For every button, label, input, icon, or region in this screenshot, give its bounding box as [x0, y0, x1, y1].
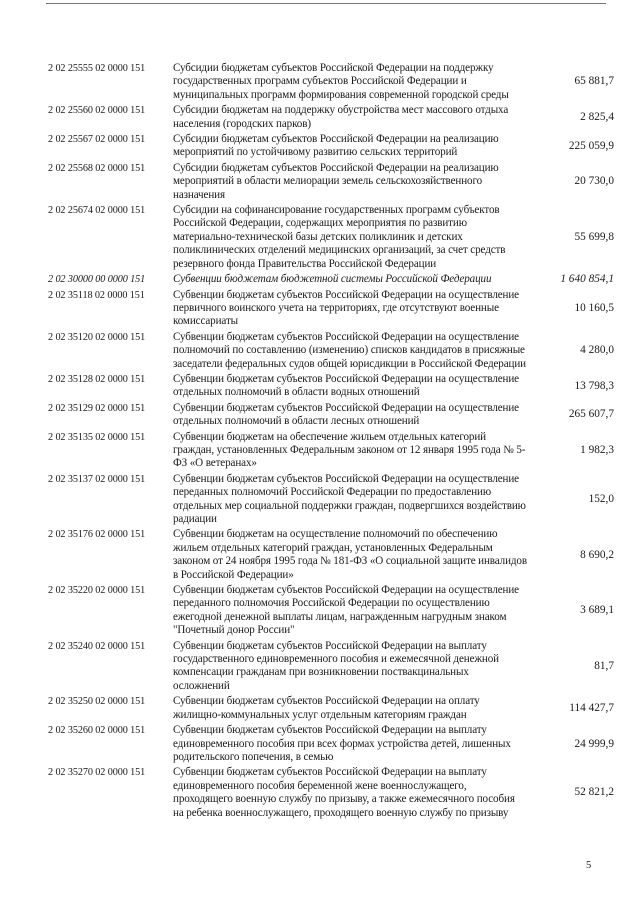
- budget-classification-code: 2 02 25567 02 0000 151: [48, 134, 146, 146]
- revenue-description: Субвенции бюджетам субъектов Российской Федерации на осуществление переданных полномочий Российской Федерации по предоставлению отдельных мер социальной поддержки граждан, подвергшихся воздействию радиации: [173, 472, 526, 525]
- budget-classification-code: 2 02 25555 02 0000 151: [48, 63, 146, 74]
- revenue-description: Субвенции бюджетам субъектов Российской Федерации на выплату государственного единовременного пособия и ежемесячной денежной компенсации гражданам при возникновении поствакцинальных осложнений: [173, 639, 499, 692]
- revenue-description: Субвенции бюджетам субъектов Российской Федерации на осуществление переданного полномочия Российской Федерации по осуществлению ежегодной денежной выплаты лицам, награжденным нагрудным знаком "Почетный донор России": [173, 584, 519, 637]
- amount-value: 114 427,7: [569, 701, 614, 714]
- table-row: [0, 331, 640, 371]
- revenue-description: Субсидии бюджетам субъектов Российской Федерации на реализацию мероприятий по устойчивому развитию сельских территорий: [173, 133, 499, 159]
- table-row: [0, 431, 640, 471]
- table-row: [0, 640, 640, 694]
- top-border-line: [46, 3, 606, 4]
- budget-classification-code: 2 02 35128 02 0000 151: [48, 373, 146, 385]
- amount-value: 20 730,0: [574, 175, 614, 188]
- budget-classification-code: 2 02 25674 02 0000 151: [48, 205, 146, 217]
- revenue-description: Субсидии бюджетам субъектов Российской Федерации на поддержку государственных программ субъектов Российской Федерации и муниципальных программ формирования современной городской среды: [173, 62, 509, 101]
- amount-value: 1 640 854,1: [560, 273, 614, 286]
- table-row: [0, 204, 640, 271]
- page-number: 5: [586, 860, 592, 871]
- table-row: [0, 273, 640, 286]
- table-row: [0, 104, 640, 131]
- amount-value: 3 689,1: [580, 604, 614, 617]
- amount-value: 52 821,2: [574, 786, 614, 799]
- amount-value: 24 999,9: [574, 737, 614, 750]
- amount-value: 265 607,7: [568, 408, 614, 421]
- table-row: [0, 289, 640, 329]
- budget-classification-code: 2 02 35118 02 0000 151: [48, 289, 145, 301]
- budget-classification-code: 2 02 35260 02 0000 151: [48, 725, 146, 737]
- revenue-description: Субвенции бюджетам субъектов Российской Федерации на выплату единовременного пособия беременной жене военнослужащего, проходящего военную службу по призыву, а также ежемесячного пособия на ребенка военнослужащего, проходящего военную службу по призыву: [173, 766, 515, 819]
- revenue-description: Субсидии бюджетам на поддержку обустройства мест массового отдыха населения (городских парков): [173, 104, 509, 130]
- amount-value: 13 798,3: [574, 379, 614, 392]
- amount-value: 152,0: [588, 492, 614, 505]
- budget-classification-code: 2 02 25568 02 0000 151: [48, 162, 146, 174]
- revenue-description: Субвенции бюджетам субъектов Российской Федерации на осуществление отдельных полномочий в области лесных отношений: [173, 401, 519, 428]
- revenue-description: Субвенции бюджетам субъектов Российской Федерации на осуществление отдельных полномочий в области водных отношений: [173, 372, 519, 399]
- budget-classification-code: 2 02 35120 02 0000 151: [48, 331, 146, 343]
- table-row: [0, 724, 640, 764]
- budget-classification-code: 2 02 35270 02 0000 151: [48, 767, 146, 779]
- budget-classification-code: 2 02 30000 00 0000 151: [48, 274, 146, 286]
- table-row: [0, 373, 640, 400]
- table-row: [0, 133, 640, 160]
- amount-value: 4 280,0: [580, 344, 614, 357]
- revenue-description: Субвенции бюджетам субъектов Российской Федерации на осуществление полномочий по составлению (изменению) списков кандидатов в присяжные заседатели федеральных судов общей юрисдикции в Российской Федерации: [173, 330, 526, 370]
- budget-classification-code: 2 02 35240 02 0000 151: [48, 640, 146, 652]
- table-row: [0, 62, 640, 102]
- revenue-description: Субвенции бюджетам на осуществление полномочий по обеспечению жильем отдельных категорий граждан, установленных Федеральным законом от 24 ноября 1995 года № 181-ФЗ «О социальной защите инвалидов в Российской Федерации»: [173, 528, 527, 581]
- amount-value: 81,7: [594, 659, 614, 672]
- budget-classification-code: 2 02 35135 02 0000 151: [48, 431, 146, 443]
- amount-value: 1 982,3: [580, 443, 614, 456]
- table-row: [0, 473, 640, 527]
- revenue-description: Субсидии бюджетам субъектов Российской Федерации на реализацию мероприятий в области мелиорации земель сельскохозяйственного назначения: [173, 161, 499, 201]
- revenue-description: Субсидии на софинансирование государственных программ субъектов Российской Федерации, содержащих мероприятия по развитию материально-технической базы детских поликлиник и детских поликлинических отделений медицинских организаций, за счет средств резервного фонда Правительства Российской Федерации: [173, 204, 506, 270]
- table-row: [0, 402, 640, 429]
- budget-classification-code: 2 02 35129 02 0000 151: [48, 402, 146, 414]
- amount-value: 10 160,5: [574, 301, 614, 314]
- table-row: [0, 528, 640, 582]
- table-row: [0, 162, 640, 202]
- budget-classification-code: 2 02 35137 02 0000 151: [48, 473, 146, 485]
- amount-value: 55 699,8: [574, 230, 614, 243]
- budget-classification-code: 2 02 35250 02 0000 151: [48, 696, 146, 708]
- revenue-description: Субвенции бюджетам на обеспечение жильем отдельных категорий граждан, установленных Федеральным законом от 12 января 1995 года № 5-ФЗ «О ветеранах»: [173, 430, 526, 470]
- table-row: [0, 695, 640, 722]
- revenue-description: Субвенции бюджетам бюджетной системы Российской Федерации: [173, 273, 492, 286]
- table-row: [0, 766, 640, 820]
- budget-table: [0, 62, 640, 822]
- budget-classification-code: 2 02 35220 02 0000 151: [48, 585, 146, 597]
- amount-value: 2 825,4: [580, 110, 614, 123]
- budget-classification-code: 2 02 35176 02 0000 151: [48, 529, 146, 541]
- revenue-description: Субвенции бюджетам субъектов Российской Федерации на выплату единовременного пособия при всех формах устройства детей, лишенных родительского попечения, в семью: [173, 724, 511, 763]
- amount-value: 225 059,9: [568, 139, 614, 152]
- revenue-description: Субвенции бюджетам субъектов Российской Федерации на осуществление первичного воинского учета на территориях, где отсутствуют военные комиссариаты: [173, 288, 519, 328]
- revenue-description: Субвенции бюджетам субъектов Российской Федерации на оплату жилищно-коммунальных услуг отдельным категориям граждан: [173, 695, 480, 721]
- table-row: [0, 584, 640, 638]
- amount-value: 8 690,2: [580, 548, 614, 561]
- amount-value: 65 881,7: [574, 75, 614, 88]
- budget-classification-code: 2 02 25560 02 0000 151: [48, 105, 146, 117]
